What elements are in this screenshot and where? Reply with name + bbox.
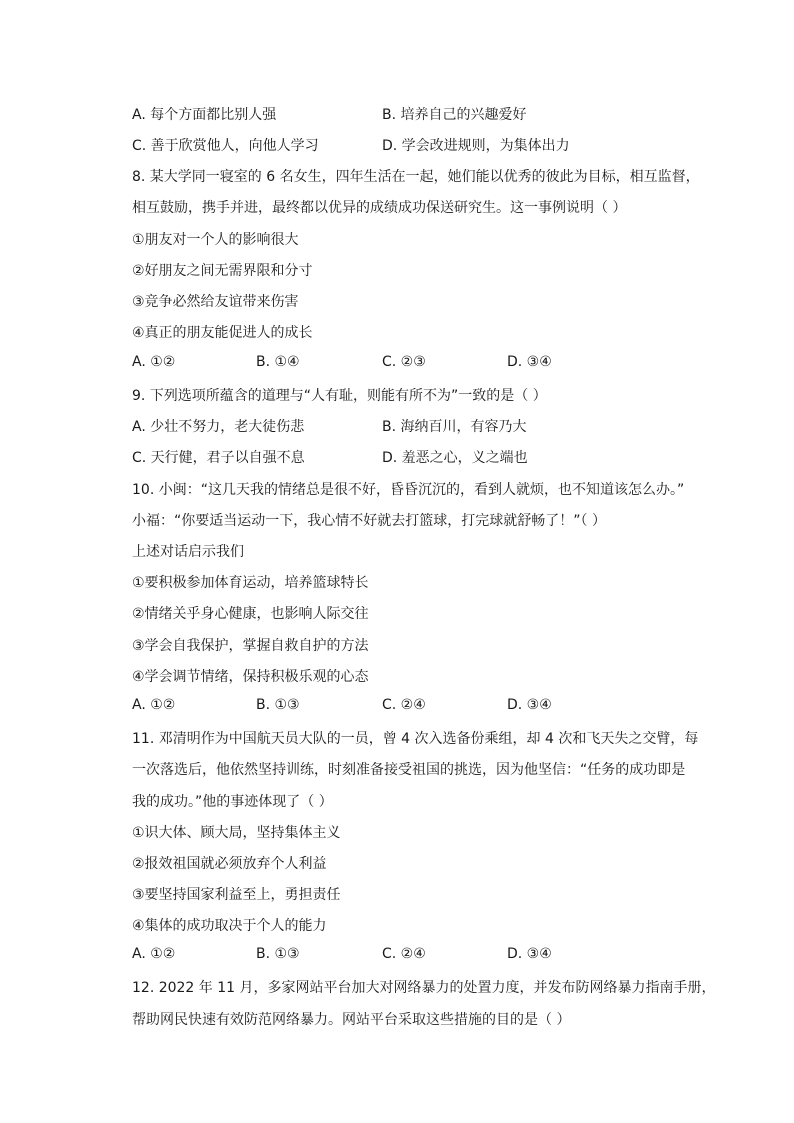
q10-option-d: D. ③④: [507, 697, 552, 713]
q10-stem-line-1: 10. 小闽：“这几天我的情绪总是很不好，昏昏沉沉的，看到人就烦，也不知道该怎么办。”: [132, 482, 685, 498]
q8-option-d: D. ③④: [507, 354, 552, 370]
q11-stem-line-3: 我的成功。”他的事迹体现了（ ）: [132, 794, 333, 810]
q9-option-d: D. 羞恶之心，义之端也: [382, 450, 528, 466]
q11-statement-3: ③要坚持国家利益至上，勇担责任: [132, 887, 341, 903]
q8-statement-1: ①朋友对一个人的影响很大: [132, 232, 299, 248]
q8-option-a: A. ①②: [132, 354, 176, 370]
q8-option-b: B. ①④: [256, 354, 300, 370]
q11-statement-1: ①识大体、顾大局，坚持集体主义: [132, 825, 341, 841]
q8-statement-2: ②好朋友之间无需界限和分寸: [132, 263, 313, 279]
q10-option-a: A. ①②: [132, 697, 176, 713]
q9-option-c: C. 天行健，君子以自强不息: [132, 450, 305, 466]
q10-stem-line-3: 上述对话启示我们: [132, 544, 244, 560]
q11-option-b: B. ①③: [256, 946, 300, 962]
q10-statement-4: ④学会调节情绪，保持积极乐观的心态: [132, 669, 369, 685]
q7-option-d: D. 学会改进规则，为集体出力: [382, 138, 570, 154]
q11-stem-line-2: 一次落选后，他依然坚持训练，时刻准备接受祖国的挑选，因为他坚信：“任务的成功即是: [132, 762, 686, 778]
q9-stem: 9. 下列选项所蕴含的道理与“人有耻，则能有所不为”一致的是（ ）: [132, 388, 547, 404]
q8-stem-line-1: 8. 某大学同一寝室的 6 名女生，四年生活在一起，她们能以优秀的彼此为目标，相互监督，: [132, 169, 700, 185]
q7-option-b: B. 培养自己的兴趣爱好: [382, 107, 527, 123]
q11-stem-line-1: 11. 邓清明作为中国航天员大队的一员，曾 4 次入选备份乘组，却 4 次和飞天失之交臂，每: [132, 731, 699, 747]
q12-stem-line-2: 帮助网民快速有效防范网络暴力。网站平台采取这些措施的目的是（ ）: [132, 1012, 571, 1028]
q12-stem-line-1: 12. 2022 年 11 月，多家网站平台加大对网络暴力的处置力度，并发布防网络暴力指南手册，: [132, 980, 716, 996]
q10-statement-1: ①要积极参加体育运动，培养篮球特长: [132, 575, 369, 591]
q11-option-d: D. ③④: [507, 946, 552, 962]
q7-option-c: C. 善于欣赏他人，向他人学习: [132, 138, 319, 154]
q8-statement-4: ④真正的朋友能促进人的成长: [132, 325, 313, 341]
q8-stem-line-2: 相互鼓励，携手并进，最终都以优异的成绩成功保送研究生。这一事例说明（ ）: [132, 200, 627, 216]
q11-option-c: C. ②④: [382, 946, 426, 962]
q9-option-a: A. 少壮不努力，老大徒伤悲: [132, 419, 305, 435]
q11-option-a: A. ①②: [132, 946, 176, 962]
q10-statement-2: ②情绪关乎身心健康，也影响人际交往: [132, 606, 369, 622]
q8-option-c: C. ②③: [382, 354, 426, 370]
q10-option-b: B. ①③: [256, 697, 300, 713]
q7-option-a: A. 每个方面都比别人强: [132, 107, 277, 123]
q10-statement-3: ③学会自我保护，掌握自救自护的方法: [132, 638, 369, 654]
q11-statement-2: ②报效祖国就必须放弃个人利益: [132, 856, 327, 872]
q10-option-c: C. ②④: [382, 697, 426, 713]
q8-statement-3: ③竞争必然给友谊带来伤害: [132, 294, 299, 310]
q9-option-b: B. 海纳百川，有容乃大: [382, 419, 527, 435]
q11-statement-4: ④集体的成功取决于个人的能力: [132, 918, 327, 934]
q10-stem-line-2: 小福：“你要适当运动一下，我心情不好就去打篮球，打完球就舒畅了！”（ ）: [132, 513, 606, 529]
